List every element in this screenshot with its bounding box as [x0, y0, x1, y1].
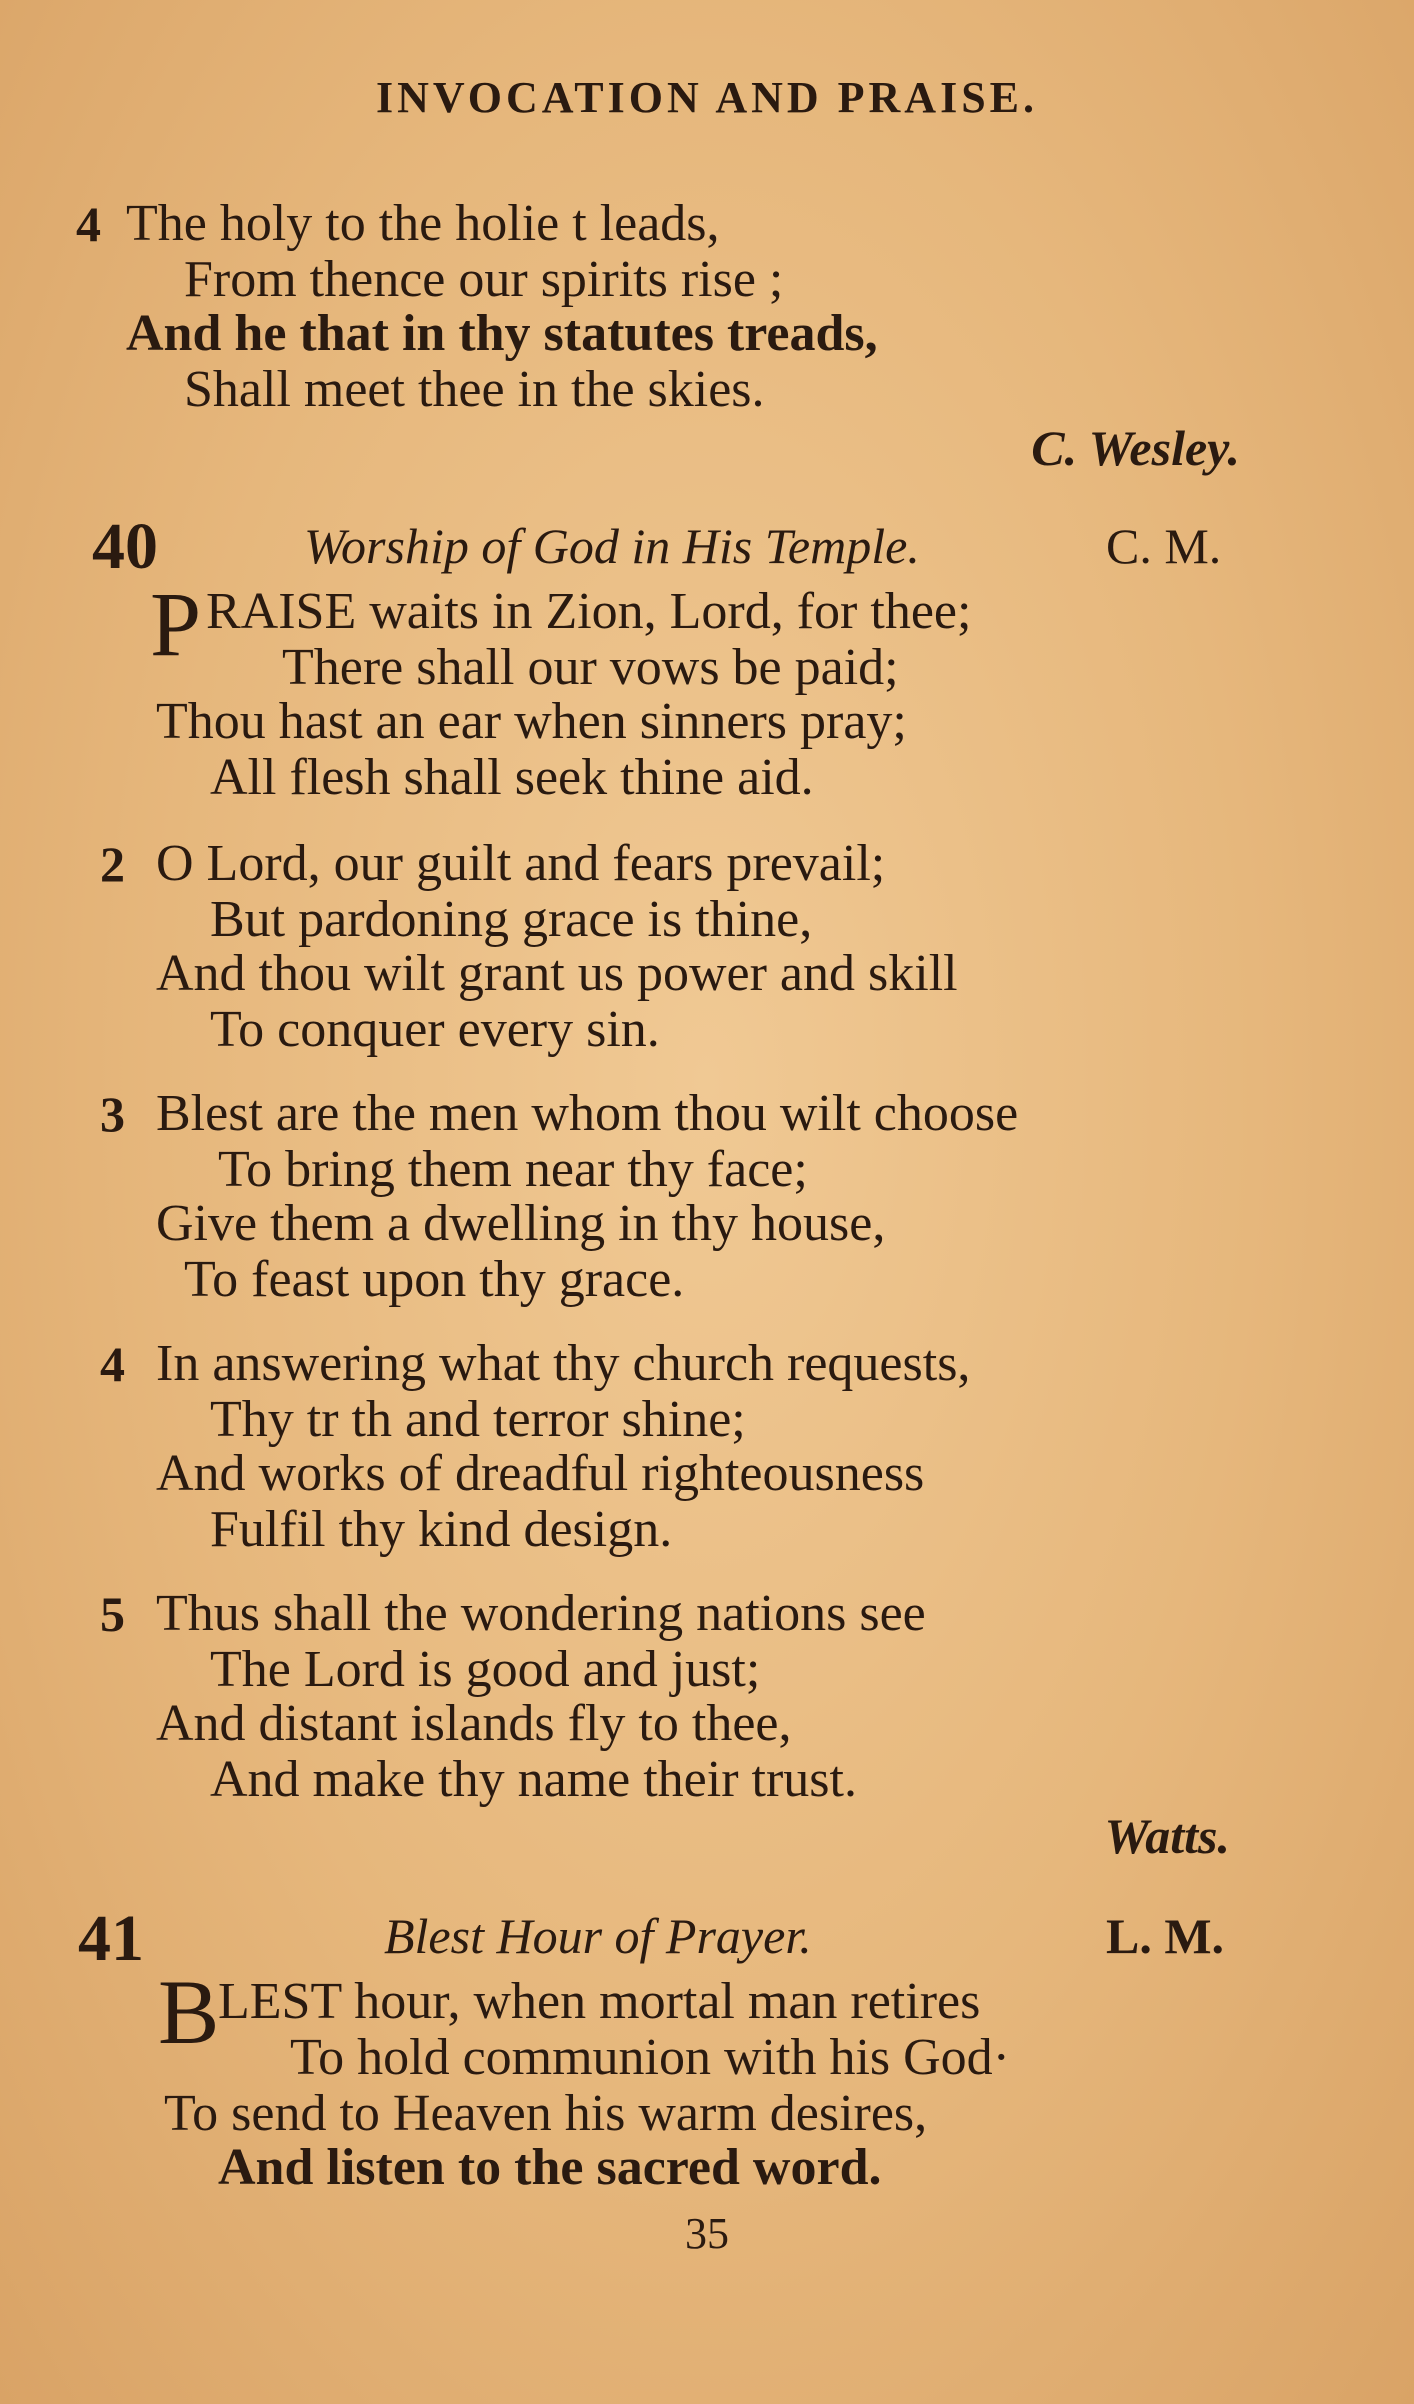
verse-line: Thou hast an ear when sinners pray; — [156, 693, 907, 750]
verse-line: To conquer every sin. — [210, 1001, 660, 1058]
verse-line: LEST hour, when mortal man retires — [218, 1973, 981, 2030]
hymn-author: Watts. — [1104, 1808, 1230, 1864]
verse-line: But pardoning grace is thine, — [210, 891, 813, 948]
stanza-number: 5 — [100, 1586, 125, 1642]
verse-line: Blest are the men whom thou wilt choose — [156, 1085, 1019, 1142]
stanza-number: 3 — [100, 1086, 125, 1142]
verse-line: RAISE waits in Zion, Lord, for thee; — [206, 583, 972, 640]
verse-line: Give them a dwelling in thy house, — [156, 1195, 886, 1252]
stanza-number: 2 — [100, 836, 125, 892]
verse-line: And he that in thy statutes treads, — [126, 305, 878, 362]
verse-line: To send to Heaven his warm desires, — [164, 2085, 928, 2142]
verse-line: The holy to the holie t leads, — [126, 195, 720, 252]
stanza-number: 4 — [76, 196, 101, 252]
verse-line: From thence our spirits rise ; — [184, 251, 784, 308]
page-number: 35 — [685, 2209, 729, 2258]
hymn-title: Worship of God in His Temple. — [304, 518, 920, 574]
verse-line: There shall our vows be paid; — [282, 639, 899, 696]
verse-line: Thus shall the wondering nations see — [156, 1585, 926, 1642]
verse-line: O Lord, our guilt and fears prevail; — [156, 835, 886, 892]
stanza-number: 4 — [100, 1336, 125, 1392]
verse-line: And make thy name their trust. — [210, 1751, 857, 1808]
verse-line: And distant islands fly to thee, — [156, 1695, 792, 1752]
verse-line: The Lord is good and just; — [210, 1641, 761, 1698]
hymn-meter: C. M. — [1106, 518, 1222, 574]
drop-cap: B — [158, 1961, 220, 2063]
verse-line: All flesh shall seek thine aid. — [210, 749, 814, 806]
hymn-meter: L. M. — [1106, 1908, 1225, 1964]
verse-line: Fulfil thy kind design. — [210, 1501, 673, 1558]
verse-line: To hold communion with his God· — [290, 2029, 1011, 2086]
running-head: INVOCATION AND PRAISE. — [375, 73, 1039, 122]
hymn-number: 41 — [78, 1902, 144, 1975]
verse-line: In answering what thy church requests, — [156, 1335, 971, 1392]
verse-line: And listen to the sacred word. — [218, 2139, 882, 2196]
verse-line: And works of dreadful righteousness — [156, 1445, 925, 1502]
verse-line: Thy tr th and terror shine; — [210, 1391, 746, 1448]
verse-line: To feast upon thy grace. — [184, 1251, 685, 1308]
hymn-author: C. Wesley. — [1031, 420, 1240, 476]
hymn-title: Blest Hour of Prayer. — [384, 1908, 812, 1964]
verse-line: And thou wilt grant us power and skill — [156, 945, 958, 1002]
drop-cap: P — [150, 573, 202, 675]
hymn-number: 40 — [92, 510, 158, 583]
verse-line: To bring them near thy face; — [218, 1141, 808, 1198]
verse-line: Shall meet thee in the skies. — [184, 361, 765, 418]
